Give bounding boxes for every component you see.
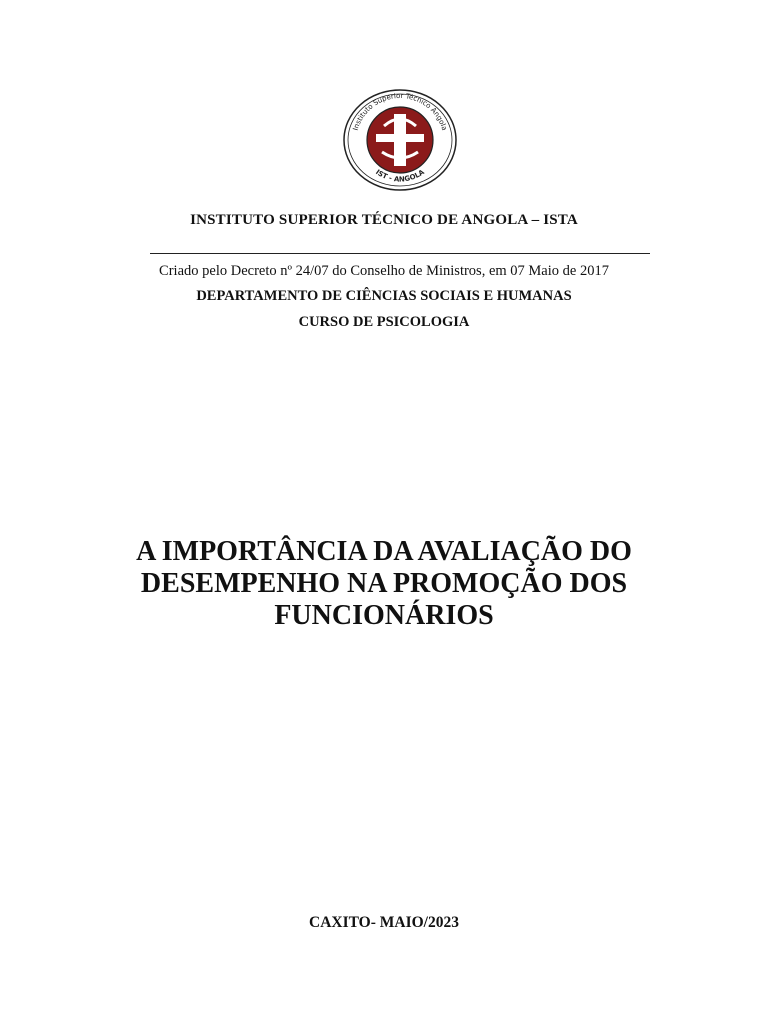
title-line: A IMPORTÂNCIA DA AVALIAÇÃO DO [136,536,632,567]
title-line: FUNCIONÁRIOS [274,600,494,631]
document-title [80,536,688,632]
logo-ring-text-top: Instituto Superior Técnico Angola [351,91,449,132]
place-date: CAXITO- MAIO/2023 [309,914,459,931]
course-name: CURSO DE PSICOLOGIA [298,314,470,330]
title-line: DESEMPENHO NA PROMOÇÃO DOS [140,568,628,599]
decree-line: Criado pelo Decreto nº 24/07 do Conselho de Ministros, em 07 Maio de 2017 [159,263,609,279]
institution-logo [338,88,462,192]
header-divider [150,253,650,254]
department-name: DEPARTAMENTO DE CIÊNCIAS SOCIAIS E HUMANAS [196,288,572,304]
institution-name: INSTITUTO SUPERIOR TÉCNICO DE ANGOLA – ISTA [190,212,578,228]
logo-ring-text-bottom: IST - ANGOLA [374,168,426,184]
